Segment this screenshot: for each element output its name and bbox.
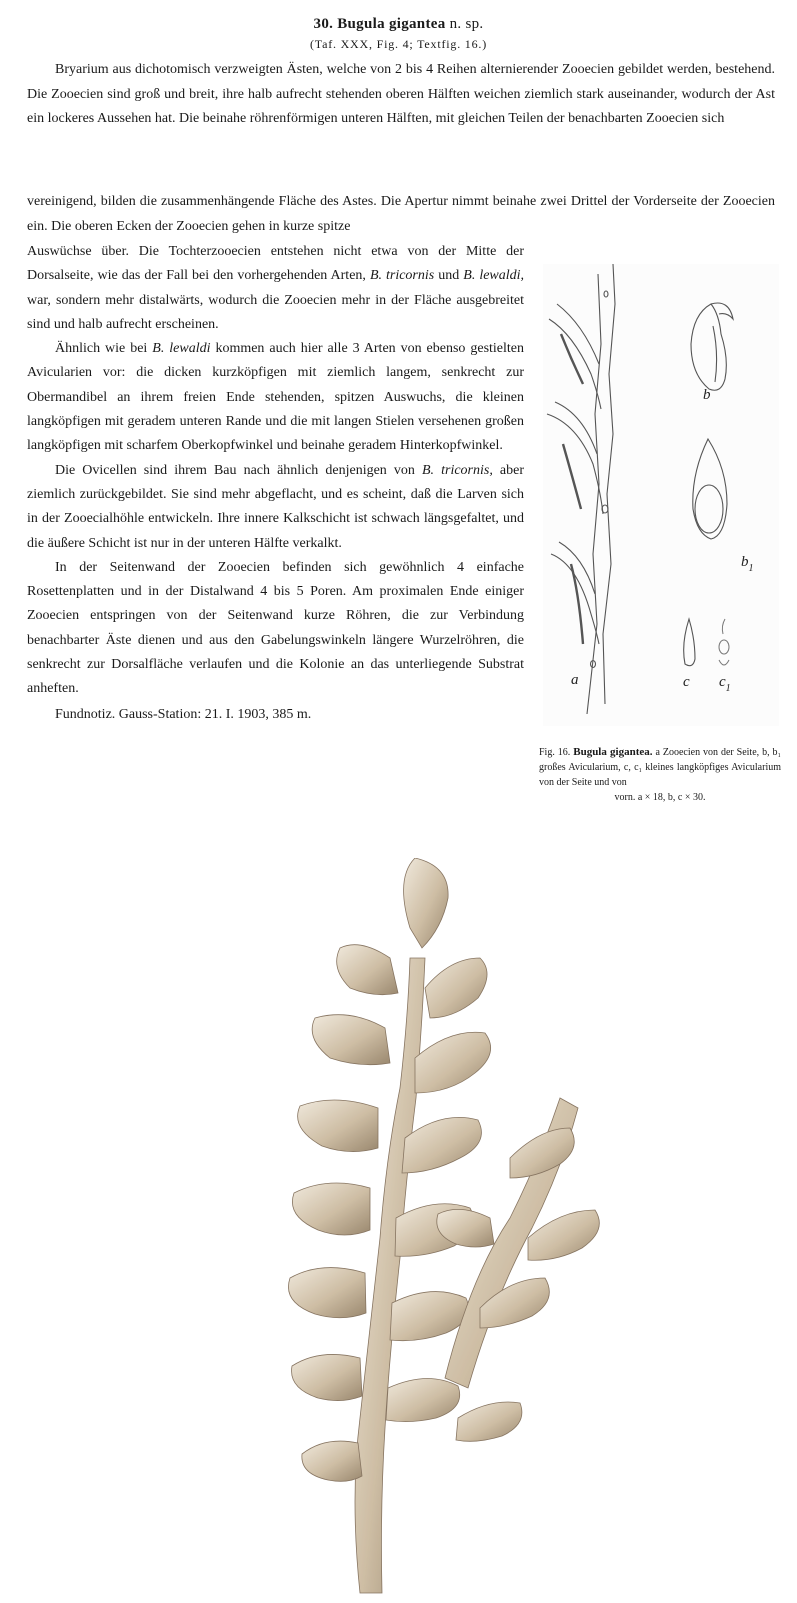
- paragraph-ovicells: Die Ovicellen sind ihrem Bau nach ähnlich denjenigen von B. tricornis, aber ziemlich zurückgebildet. Sie sind mehr abgeflacht, und es scheint, daß die Larven sich in der Zooecialhöhle entwickeln. Ihre innere Kalkschicht ist schwach längsgefaltet, und die äußere Schicht ist nur in der unteren Hälfte verkalkt.: [27, 462, 525, 551]
- text-figure-16: [543, 264, 779, 726]
- paragraph-intro: Bryarium aus dichotomisch verzweigten Ästen, welche von 2 bis 4 Reihen alternierender Zooecien gebildet werden, bestehend. Die Zooecien sind groß und breit, ihre halb aufrecht stehenden oberen Hälften weichen ziemlich stark auseinander, wodurch der Ast ein lockeres Aussehen hat. Die beinahe röhrenförmigen unteren Hälften, mit gleichen Teilen der benachbarten Zooecien sich: [27, 62, 775, 126]
- paragraph-daughter-zooecia: Auswüchse über. Die Tochterzooecien entstehen nicht etwa von der Mitte der Dorsalseite, wie das der Fall bei den vorhergehenden Arten, B. tricornis und B. lewaldi, war, sondern mehr distalwärts, wodurch die Zooecien mehr in der Fläche ausgebreitet sind und halb aufrecht erscheinen.: [27, 244, 525, 332]
- caption-species: Bugula gigantea.: [573, 746, 653, 758]
- section-title: [0, 16, 797, 33]
- avicularium-b: [691, 303, 733, 390]
- paragraph-intro-continued: vereinigend, bilden die zusammenhängende Fläche des Astes. Die Apertur nimmt beinahe zwei Drittel der Vorderseite der Zooecien ein. Die oberen Ecken der Zooecien gehen in kurze spitze: [27, 194, 775, 234]
- species-name: Bugula gigantea: [337, 16, 446, 32]
- caption-text: a Zooecien von der Seite, b, b₁ großes Avicularium, c, c₁ kleines langköpfiges Avicularium von der Seite und von: [539, 747, 782, 788]
- specimen-photo-drawing: [210, 858, 640, 1598]
- figure-label-c: c: [683, 674, 690, 690]
- species-suffix: n. sp.: [449, 16, 484, 32]
- figure-label-a: a: [571, 672, 579, 688]
- section-number: 30.: [313, 16, 334, 32]
- avicularium-b1: [693, 439, 727, 539]
- figure-label-b: b: [703, 387, 711, 403]
- avicularium-c1: [719, 619, 729, 665]
- figure-label-c1: $c_1$: [719, 674, 731, 694]
- paragraph-locality: Fundnotiz. Gauss-Station: 21. I. 1903, 385 m.: [55, 706, 312, 722]
- figure-caption: [539, 745, 781, 805]
- zooecia-branch-a: [547, 264, 615, 714]
- plate-reference: (Taf. XXX, Fig. 4; Textfig. 16.): [309, 37, 487, 51]
- text-column: [27, 240, 524, 727]
- figure-drawing: [543, 264, 779, 726]
- caption-scale: vorn. a × 18, b, c × 30.: [614, 792, 706, 803]
- specimen-photograph: [210, 858, 640, 1598]
- avicularium-c: [684, 619, 695, 666]
- figure-label-b1: $b_1$: [741, 554, 754, 574]
- paragraph-avicularia: Ähnlich wie bei B. lewaldi kommen auch hier alle 3 Arten von ebenso gestielten Avicularien vor: die dicken kurzköpfigen mit ziemlich langem, senkrecht zur Obermandibel an ihrem freien Ende stehenden, spitzen Auswuchs, die kleinen langköpfigen mit geradem unteren Rande und die mit langen Stielen versehenen großen langköpfigen mit scharfem Oberkopfwinkel und beinahe geradem Hinterkopfwinkel.: [27, 341, 525, 454]
- paragraph-rosette-plates: In der Seitenwand der Zooecien befinden sich gewöhnlich 4 einfache Rosettenplatten und in der Distalwand 4 bis 5 Poren. Am proximalen Ende einiger Zooecien entspringen von der Seitenwand kurze Röhren, die zur Verbindung benachbarter Äste dienen und aus den Gabelungswinkeln längere Wurzelröhren, die senkrecht zur Dorsalfläche verlaufen und die Kolonie an das unterliegende Substrat anheften.: [27, 559, 524, 697]
- caption-prefix: Fig. 16.: [539, 747, 571, 758]
